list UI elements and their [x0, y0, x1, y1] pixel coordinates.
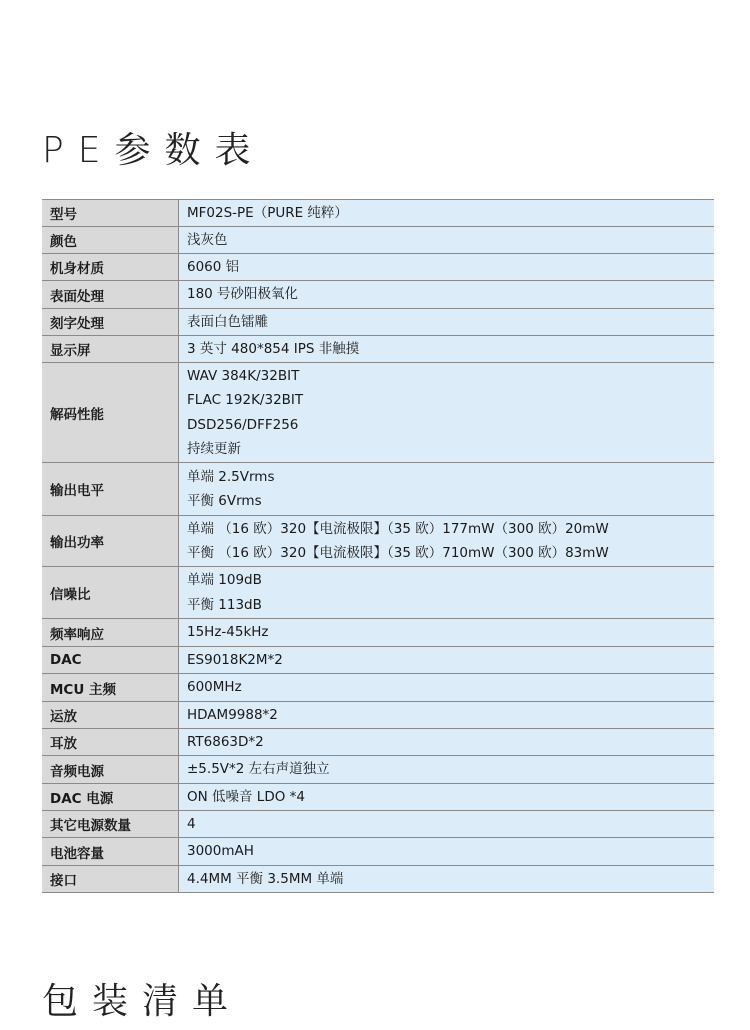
spec-value	[179, 516, 715, 567]
spec-value-line: ±5.5V*2 左右声道独立	[187, 761, 330, 778]
spec-row	[42, 567, 714, 619]
spec-label: DAC	[42, 647, 179, 674]
spec-value	[179, 674, 715, 702]
packing-list-title: 包装清单	[42, 981, 243, 1022]
spec-table	[42, 199, 714, 893]
spec-value	[179, 756, 715, 784]
spec-value	[179, 254, 715, 281]
spec-value-line: 单端 109dB	[187, 572, 262, 588]
spec-value-line: 单端 2.5Vrms	[187, 468, 275, 485]
spec-value	[179, 811, 715, 838]
spec-value	[179, 619, 715, 647]
spec-value-line: RT6863D*2	[187, 733, 264, 750]
spec-label: 接口	[42, 866, 179, 893]
spec-value-line: 浅灰色	[187, 231, 228, 248]
spec-row	[42, 463, 714, 516]
spec-label: 其它电源数量	[42, 811, 179, 838]
spec-label: 表面处理	[42, 281, 179, 309]
spec-row	[42, 619, 714, 647]
spec-value-line: 持续更新	[187, 441, 241, 457]
spec-value-line: ES9018K2M*2	[187, 651, 283, 668]
spec-row	[42, 866, 714, 893]
spec-value	[179, 702, 715, 729]
spec-row	[42, 811, 714, 838]
spec-label: 输出电平	[42, 463, 179, 516]
spec-label: 机身材质	[42, 254, 179, 281]
spec-value-line: 单端 （16 欧）320【电流极限】（35 欧）177mW（300 欧）20mW	[187, 520, 609, 537]
spec-value	[179, 363, 715, 463]
spec-value-line: WAV 384K/32BIT	[187, 367, 300, 384]
spec-value	[179, 784, 715, 811]
spec-label: 显示屏	[42, 336, 179, 363]
spec-row	[42, 200, 714, 227]
spec-value-line: 表面白色镭雕	[187, 313, 268, 330]
spec-row	[42, 281, 714, 309]
spec-row	[42, 784, 714, 811]
spec-label: 音频电源	[42, 756, 179, 784]
spec-value-line: MF02S-PE（PURE 纯粹）	[187, 204, 348, 221]
spec-label: 解码性能	[42, 363, 179, 463]
spec-row	[42, 254, 714, 281]
spec-row	[42, 647, 714, 674]
spec-value	[179, 866, 715, 893]
spec-row	[42, 702, 714, 729]
spec-label: 信噪比	[42, 567, 179, 619]
spec-value-line: 3 英寸 480*854 IPS 非触摸	[187, 340, 360, 357]
spec-value	[179, 336, 715, 363]
spec-value	[179, 463, 715, 516]
spec-value-line: 平衡 （16 欧）320【电流极限】（35 欧）710mW（300 欧）83mW	[187, 545, 609, 561]
spec-value-line: ON 低噪音 LDO *4	[187, 788, 305, 805]
spec-label: 刻字处理	[42, 309, 179, 336]
spec-label: 运放	[42, 702, 179, 729]
spec-value-line: 平衡 113dB	[187, 596, 262, 613]
spec-row	[42, 838, 714, 866]
spec-value	[179, 838, 715, 866]
spec-value	[179, 227, 715, 254]
spec-value	[179, 729, 715, 756]
spec-value-line: 15Hz-45kHz	[187, 624, 269, 641]
spec-value	[179, 309, 715, 336]
spec-label: 电池容量	[42, 838, 179, 866]
spec-value	[179, 567, 715, 619]
spec-label: 输出功率	[42, 516, 179, 567]
spec-label: 耳放	[42, 729, 179, 756]
spec-value-line: 平衡 6Vrms	[187, 493, 262, 509]
spec-row	[42, 674, 714, 702]
spec-row	[42, 756, 714, 784]
spec-value-line: 6060 铝	[187, 258, 240, 275]
spec-row	[42, 227, 714, 254]
page-title: PE参数表	[42, 130, 265, 171]
spec-row	[42, 309, 714, 336]
spec-row	[42, 336, 714, 363]
spec-label: 频率响应	[42, 619, 179, 647]
spec-label: MCU 主频	[42, 674, 179, 702]
spec-label: 型号	[42, 200, 179, 227]
spec-value-line: HDAM9988*2	[187, 706, 278, 723]
spec-value-line: 3000mAH	[187, 843, 254, 860]
spec-row	[42, 729, 714, 756]
spec-value-line: 4	[187, 815, 196, 832]
spec-label: 颜色	[42, 227, 179, 254]
spec-value-line: DSD256/DFF256	[187, 416, 299, 433]
spec-row	[42, 363, 714, 463]
spec-value	[179, 281, 715, 309]
spec-row	[42, 516, 714, 567]
spec-label: DAC 电源	[42, 784, 179, 811]
spec-value	[179, 200, 715, 227]
spec-value	[179, 647, 715, 674]
spec-value-line: 600MHz	[187, 679, 242, 696]
spec-value-line: FLAC 192K/32BIT	[187, 392, 304, 408]
spec-value-line: 180 号砂阳极氧化	[187, 286, 299, 303]
spec-value-line: 4.4MM 平衡 3.5MM 单端	[187, 870, 344, 887]
